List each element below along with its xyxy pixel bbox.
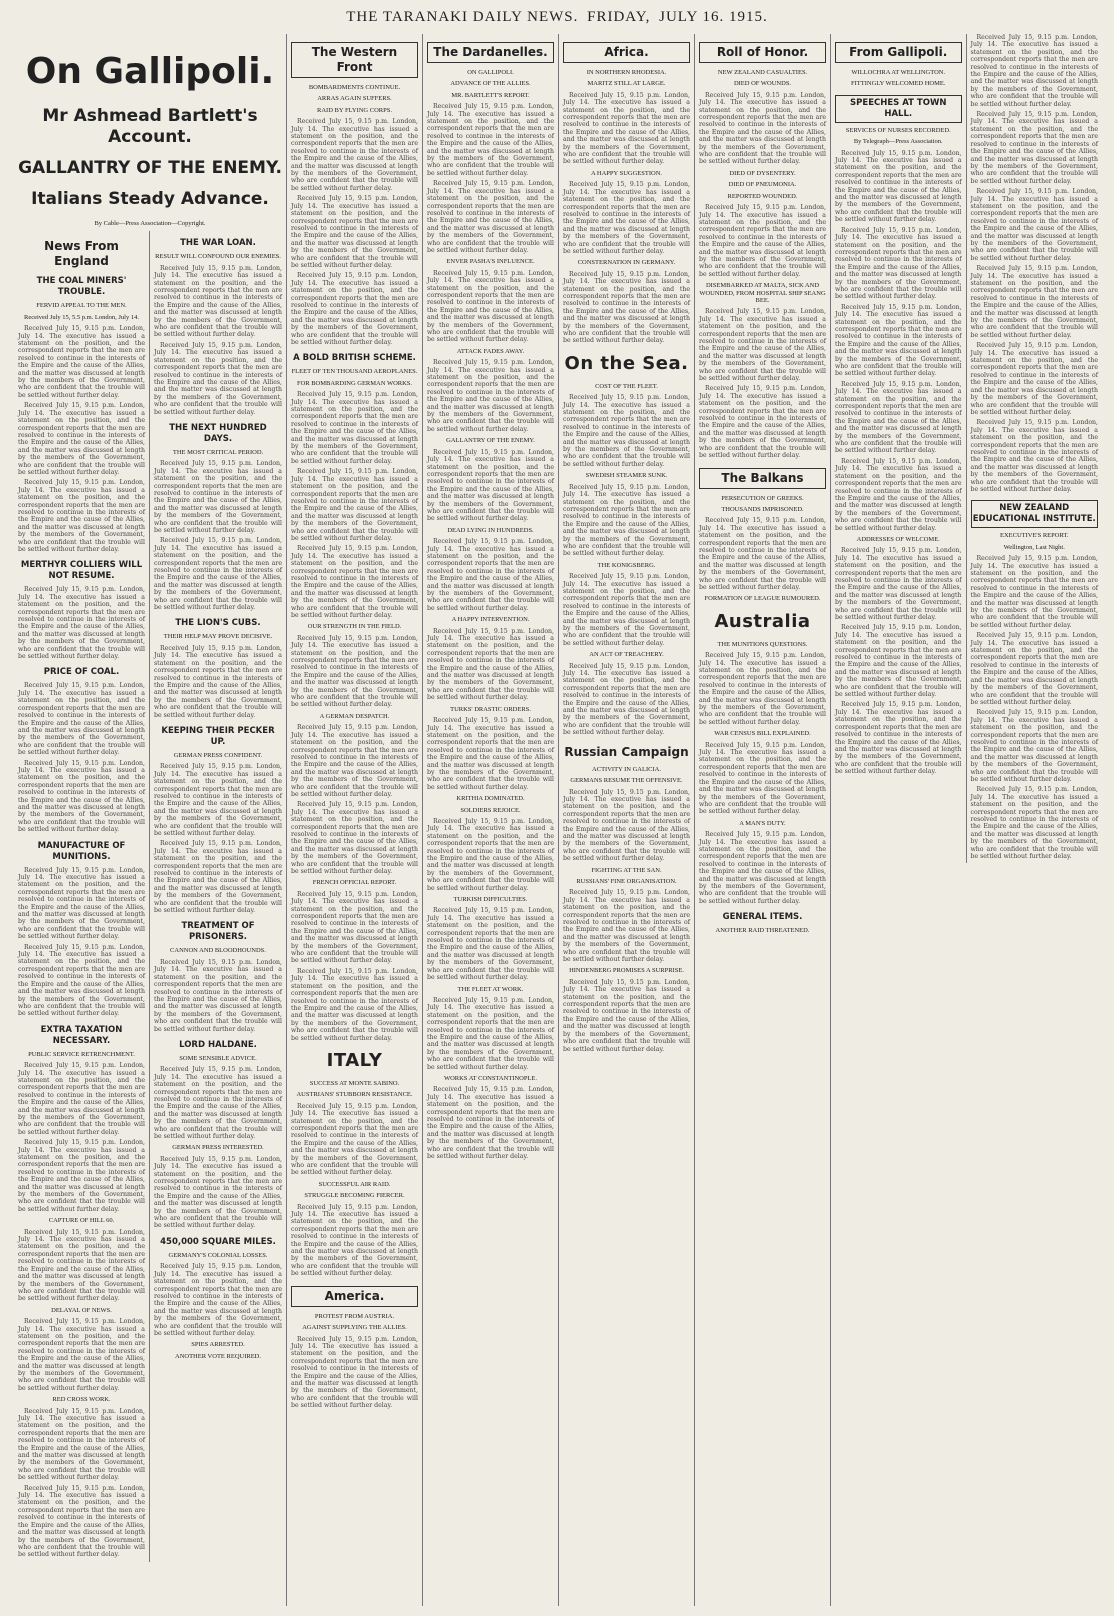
- article-text: Received July 15, 9.15 p.m. London, July 14. The executive has issued a statement on the position, and the correspondent reports that the men are resolved to continue in the interests of the Empire and the cause of the Allies, and the matter was discussed at length by the members of the Government, who are confident that the trouble will be settled without further delay.: [291, 545, 418, 619]
- subhead-galicia: ACTIVITY IN GALICIA.: [592, 765, 661, 773]
- headline-bold-scheme: A BOLD BRITISH SCHEME.: [293, 353, 416, 364]
- subhead-raid: RAID BY FLYING CORPS.: [317, 106, 392, 114]
- columns: [14, 34, 1102, 1606]
- subhead-spies: SPIES ARRESTED.: [191, 1341, 245, 1349]
- subhead-cost-fleet: COST OF THE FLEET.: [595, 382, 658, 390]
- subhead-advance: ADVANCE OF THE ALLIES.: [450, 80, 531, 88]
- subhead-league: FORMATION OF LEAGUE RUMOURED.: [704, 595, 821, 603]
- article-text: Received July 15, 9.15 p.m. London, July 14. The executive has issued a statement on the position, and the correspondent reports that the men are resolved to continue in the interests of the Empire and the cause of the Allies, and the matter was discussed at length by the members of the Government, who are confident that the trouble will be settled without further delay.: [835, 380, 962, 455]
- article-text: Received July 15, 9.15 p.m. London, July 14. The executive has issued a statement on the position, and the correspondent reports that the men are resolved to continue in the interests of the Empire and the cause of the Allies, and the matter was discussed at length by the members of the Government, who are confident that the trouble will be settled without further delay.: [563, 91, 690, 166]
- article-text: Received July 15, 9.15 p.m. London, July 14. The executive has issued a statement on the position, and the correspondent reports that the men are resolved to continue in the interests of the Empire and the cause of the Allies, and the matter was discussed at length by the members of the Government, who are confident that the trouble will be settled without further delay.: [699, 741, 826, 816]
- article-text: Received July 15, 9.15 p.m. London, July 14. The executive has issued a statement on the position, and the correspondent reports that the men are resolved to continue in the interests of the Empire and the cause of the Allies, and the matter was discussed at length by the members of the Government, who are confident that the trouble will be settled without further delay.: [154, 763, 282, 837]
- headline-general: GENERAL ITEMS.: [722, 912, 803, 923]
- article-text: Received July 15, 9.15 p.m. London, July 14. The executive has issued a statement on the position, and the correspondent reports that the men are resolved to continue in the interests of the Empire and the cause of the Allies, and the matter was discussed at length by the members of the Government, who are confident that the trouble will be settled without further delay.: [291, 195, 418, 269]
- subhead-intervention: A HAPPY INTERVENTION.: [451, 616, 530, 624]
- article-text: Received July 15, 9.15 p.m. London, July 14. The executive has issued a statement on the position, and the correspondent reports that the men are resolved to continue in the interests of the Empire and the cause of the Allies, and the matter was discussed at length by the members of the Government, who are confident that the trouble will be settled without further delay.: [970, 342, 1098, 416]
- article-text: Received July 15, 9.15 p.m. London, July 14. The executive has issued a statement on the position, and the correspondent reports that the men are resolved to continue in the interests of the Empire and the cause of the Allies, and the matter was discussed at length by the members of the Government, who are confident that the trouble will be settled without further delay.: [970, 709, 1098, 783]
- article-text: Received July 15, 9.15 p.m. London, July 14. The executive has issued a statement on the position, and the correspondent reports that the men are resolved to continue in the interests of the Empire and the cause of the Allies, and the matter was discussed at length by the members of the Government, who are confident that the trouble will be settled without further delay.: [563, 978, 690, 1053]
- headline-town-hall: SPEECHES AT TOWN HALL.: [835, 95, 962, 123]
- subhead-san: FIGHTING AT THE SAN.: [591, 866, 662, 874]
- article-text: Received July 15, 9.15 p.m. London, July 14. The executive has issued a statement on the position, and the correspondent reports that the men are resolved to continue in the interests of the Empire and the cause of the Allies, and the matter was discussed at length by the members of the Government, who are confident that the trouble will be settled without further delay.: [563, 573, 690, 647]
- subhead-fiercer: STRUGGLE BECOMING FIERCER.: [304, 1192, 405, 1200]
- article-text: Received July 15, 9.15 p.m. London, July 14. The executive has issued a statement on the position, and the correspondent reports that the men are resolved to continue in the interests of the Empire and the cause of the Allies, and the matter was discussed at length by the members of the Government, who are confident that the trouble will be settled without further delay.: [291, 391, 418, 465]
- headline-on-the-sea: On the Sea.: [564, 352, 689, 374]
- subhead-rhodesia: IN NORTHERN RHODESIA.: [586, 69, 667, 76]
- subhead-german-press: GERMAN PRESS CONFIDENT.: [173, 751, 263, 759]
- column-4: [422, 34, 558, 1606]
- article-text: Received July 15, 9.15 p.m. London, July 14. The executive has issued a statement on the position, and the correspondent reports that the men are resolved to continue in the interests of the Empire and the cause of the Allies, and the matter was discussed at length by the members of the Government, who are confident that the trouble will be settled without further delay.: [18, 1139, 145, 1213]
- subhead-arras: ARRAS AGAIN SUFFERS.: [317, 95, 392, 103]
- article-text: Received July 15, 9.15 p.m. London, July 14. The executive has issued a statement on the position, and the correspondent reports that the men are resolved to continue in the interests of the Empire and the cause of the Allies, and the matter was discussed at length by the members of the Government, who are confident that the trouble will be settled without further delay.: [835, 457, 962, 532]
- column-1: [14, 34, 286, 1606]
- article-text: Received July 15, 9.15 p.m. London, July 14. The executive has issued a statement on the position, and the correspondent reports that the men are resolved to continue in the interests of the Empire and the cause of the Allies, and the matter was discussed at length by the members of the Government, who are confident that the trouble will be settled without further delay.: [291, 967, 418, 1042]
- article-text: Received July 15, 9.15 p.m. London, July 14. The executive has issued a statement on the position, and the correspondent reports that the men are resolved to continue in the interests of the Empire and the cause of the Allies, and the matter was discussed at length by the members of the Government, who are confident that the trouble will be settled without further delay.: [970, 786, 1098, 861]
- article-text: Received July 15, 9.15 p.m. London, July 14. The executive has issued a statement on the position, and the correspondent reports that the men are resolved to continue in the interests of the Empire and the cause of the Allies, and the matter was discussed at length by the members of the Government, who are confident that the trouble will be settled without further delay.: [427, 717, 554, 791]
- headline-dardanelles: The Dardanelles.: [427, 42, 554, 63]
- headline-lions-cubs: THE LION'S CUBS.: [175, 618, 261, 629]
- headline-prisoners: TREATMENT OF PRISONERS.: [181, 921, 255, 943]
- subhead-bartlett: MR. BARTLETT'S REPORT.: [451, 91, 530, 99]
- headline-italians: Italians Steady Advance.: [31, 189, 269, 209]
- subhead-willochra: WILLOCHRA AT WELLINGTON.: [851, 69, 946, 76]
- subhead-raid-threatened: ANOTHER RAID THREATENED.: [715, 927, 810, 935]
- headline-america: America.: [291, 1286, 418, 1307]
- article-text: Received July 15, 9.15 p.m. London, July 14. The executive has issued a statement on the position, and the correspondent reports that the men are resolved to continue in the interests of the Empire and the cause of the Allies, and the matter was discussed at length by the members of the Government, who are confident that the trouble will be settled without further delay.: [563, 889, 690, 964]
- subhead-protest: PROTEST FROM AUSTRIA.: [314, 1312, 395, 1320]
- headline-on-gallipoli: On Gallipoli.: [25, 51, 275, 92]
- subhead-imprisoned: THOUSANDS IMPRISONED.: [721, 505, 804, 513]
- subhead-rejoice: SOLDIERS REJOICE.: [460, 806, 521, 814]
- subhead-german-despatch: A GERMAN DESPATCH.: [319, 712, 390, 720]
- headline-institute: NEW ZEALAND EDUCATIONAL INSTITUTE.: [971, 500, 1099, 528]
- subhead-critical: THE MOST CRITICAL PERIOD.: [172, 448, 264, 456]
- column-6: [694, 34, 830, 1606]
- article-text: Received July 15, 9.15 p.m. London, July 14. The executive has issued a statement on the position, and the correspondent reports that the men are resolved to continue in the interests of the Empire and the cause of the Allies, and the matter was discussed at length by the members of the Government, who are confident that the trouble will be settled without further delay.: [154, 840, 282, 915]
- headline-price-coal: PRICE OF COAL.: [43, 667, 120, 678]
- subhead-greeks: PERSECUTION OF GREEKS.: [721, 494, 804, 502]
- subhead-gallantry: GALLANTRY OF THE ENEMY.: [446, 437, 535, 445]
- subhead-hill-60: CAPTURE OF HILL 60.: [48, 1217, 115, 1225]
- headline-from-gallipoli: From Gallipoli.: [835, 42, 962, 63]
- dateline-wellington: Wellington, Last Night.: [1003, 543, 1065, 551]
- headline-coal-miners: THE COAL MINERS' TROUBLE.: [36, 276, 127, 298]
- article-text: Received July 15, 9.15 p.m. London, July 14. The executive has issued a statement on the position, and the correspondent reports that the men are resolved to continue in the interests of the Empire and the cause of the Allies, and the matter was discussed at length by the members of the Government, who are confident that the trouble will be settled without further delay.: [970, 265, 1098, 339]
- headline-news-england: News From England: [44, 239, 119, 269]
- subhead-swedish: SWEDISH STEAMER SUNK.: [585, 472, 668, 480]
- subhead-supplying: AGAINST SUPPLYING THE ALLIES.: [302, 1324, 407, 1332]
- article-text: Received July 15, 9.15 p.m. London, July 14. The executive has issued a statement on the position, and the correspondent reports that the men are resolved to continue in the interests of the Empire and the cause of the Allies, and the matter was discussed at length by the members of the Government, who are confident that the trouble will be settled without further delay.: [699, 91, 826, 166]
- article-text: Received July 15, 9.15 p.m. London, July 14. The executive has issued a statement on the position, and the correspondent reports that the men are resolved to continue in the interests of the Empire and the cause of the Allies, and the matter was discussed at length by the members of the Government, who are confident that the trouble will be settled without further delay.: [427, 448, 554, 523]
- subhead-on-gallipoli: ON GALLIPOLI.: [467, 69, 514, 76]
- article-text: Received July 15, 9.15 p.m. London, July 14. The executive has issued a statement on the position, and the correspondent reports that the men are resolved to continue in the interests of the Empire and the cause of the Allies, and the matter was discussed at length by the members of the Government, who are confident that the trouble will be settled without further delay.: [427, 538, 554, 612]
- article-text: Received July 15, 9.15 p.m. London, July 14. The executive has issued a statement on the position, and the correspondent reports that the men are resolved to continue in the interests of the Empire and the cause of the Allies, and the matter was discussed at length by the members of the Government, who are confident that the trouble will be settled without further delay.: [291, 1203, 418, 1278]
- subhead-constantinople: WORKS AT CONSTANTINOPLE.: [443, 1074, 538, 1082]
- article-text: Received July 15, 9.15 p.m. London, July 14. The executive has issued a statement on the position, and the correspondent reports that the men are resolved to continue in the interests of the Empire and the cause of the Allies, and the matter was discussed at length by the members of the Government, who are confident that the trouble will be settled without further delay.: [291, 1335, 418, 1410]
- article-text: Received July 15, 9.15 p.m. London, July 14. The executive has issued a statement on the position, and the correspondent reports that the men are resolved to continue in the interests of the Empire and the cause of the Allies, and the matter was discussed at length by the members of the Government, who are confident that the trouble will be settled without further delay.: [970, 111, 1098, 185]
- article-text: Received July 15, 9.15 p.m. London, July 14. The executive has issued a statement on the position, and the correspondent reports that the men are resolved to continue in the interests of the Empire and the cause of the Allies, and the matter was discussed at length by the members of the Government, who are confident that the trouble will be settled without further delay.: [427, 1086, 554, 1161]
- subhead-strength: OUR STRENGTH IN THE FIELD.: [307, 623, 402, 631]
- article-text: Received July 15, 9.15 p.m. London, July 14. The executive has issued a statement on the position, and the correspondent reports that the men are resolved to continue in the interests of the Empire and the cause of the Allies, and the matter was discussed at length by the members of the Government, who are confident that the trouble will be settled without further delay.: [427, 817, 554, 892]
- subhead-press-interested: GERMAN PRESS INTERESTED.: [172, 1144, 264, 1152]
- byline-telegraph: By Telegraph—Press Association.: [853, 138, 943, 146]
- subhead-enver: ENVER PASHA'S INFLUENCE.: [446, 258, 535, 266]
- column-7: [830, 34, 1102, 1606]
- article-text: Received July 15, 9.15 p.m. London, July 14. The executive has issued a statement on the position, and the correspondent reports that the men are resolved to continue in the interests of the Empire and the cause of the Allies, and the matter was discussed at length by the members of the Government, who are confident that the trouble will be settled without further delay.: [18, 1407, 145, 1482]
- subhead-red-cross: RED CROSS WORK.: [52, 1396, 111, 1404]
- subhead-suggestion: A HAPPY SUGGESTION.: [590, 169, 663, 177]
- subhead-organisation: RUSSIANS' FINE ORGANISATION.: [576, 877, 677, 885]
- subhead-konigsberg: THE KONIGSBERG.: [597, 561, 656, 569]
- subhead-malta: DISEMBARKED AT MALTA, SICK AND WOUNDED, FROM HOSPITAL SHIP SEANG BEE.: [699, 282, 826, 304]
- subhead-bombarding: FOR BOMBARDING GERMAN WORKS.: [296, 379, 413, 387]
- subhead-wounded: REPORTED WOUNDED.: [727, 192, 798, 200]
- article-text: Received July 15, 9.15 p.m. London, July 14. The executive has issued a statement on the position, and the correspondent reports that the men are resolved to continue in the interests of the Empire and the cause of the Allies, and the matter was discussed at length by the members of the Government, who are confident that the trouble will be settled without further delay.: [970, 188, 1098, 262]
- subhead-germans-resume: GERMANS RESUME THE OFFENSIVE.: [570, 777, 683, 785]
- headline-extra-taxation: EXTRA TAXATION NECESSARY.: [40, 1024, 123, 1046]
- article-text: Received July 15, 9.15 p.m. London, July 14. The executive has issued a statement on the position, and the correspondent reports that the men are resolved to continue in the interests of the Empire and the cause of the Allies, and the matter was discussed at length by the members of the Government, who are confident that the trouble will be settled without further delay.: [699, 831, 826, 905]
- article-text: Received July 15, 9.15 p.m. London, July 14. The executive has issued a statement on the position, and the correspondent reports that the men are resolved to continue in the interests of the Empire and the cause of the Allies, and the matter was discussed at length by the members of the Government, who are confident that the trouble will be settled without further delay.: [699, 385, 826, 460]
- subhead-attack-fades: ATTACK FADES AWAY.: [456, 347, 525, 355]
- article-text: Received July 15, 9.15 p.m. London, July 14. The executive has issued a statement on the position, and the correspondent reports that the men are resolved to continue in the interests of the Empire and the cause of the Allies, and the matter was discussed at length by the members of the Government, who are confident that the trouble will be settled without further delay.: [699, 652, 826, 726]
- article-text: Received July 15, 9.15 p.m. London, July 14. The executive has issued a statement on the position, and the correspondent reports that the men are resolved to continue in the interests of the Empire and the cause of the Allies, and the matter was discussed at length by the members of the Government, who are confident that the trouble will be settled without further delay.: [835, 547, 962, 621]
- subhead-bombardments: BOMBARDMENTS CONTINUE.: [308, 84, 401, 91]
- subhead-munitions-q: THE MUNITIONS QUESTIONS.: [717, 640, 808, 648]
- headline-square-miles: 450,000 SQUARE MILES.: [160, 1236, 276, 1247]
- article-text: Received July 15, 9.15 p.m. London, July 14. The executive has issued a statement on the position, and the correspondent reports that the men are resolved to continue in the interests of the Empire and the cause of the Allies, and the matter was discussed at length by the members of the Government, who are confident that the trouble will be settled without further delay.: [427, 996, 554, 1071]
- article-text: Received July 15, 9.15 p.m. London, July 14. The executive has issued a statement on the position, and the correspondent reports that the men are resolved to continue in the interests of the Empire and the cause of the Allies, and the matter was discussed at length by the members of the Government, who are confident that the trouble will be settled without further delay.: [291, 724, 418, 798]
- article-text: Received July 15, 9.15 p.m. London, July 14. The executive has issued a statement on the position, and the correspondent reports that the men are resolved to continue in the interests of the Empire and the cause of the Allies, and the matter was discussed at length by the members of the Government, who are confident that the trouble will be settled without further delay.: [699, 204, 826, 278]
- subhead-drastic: TURKS' DRASTIC ORDERS.: [450, 705, 531, 713]
- headline-africa: Africa.: [563, 42, 690, 63]
- article-text: Received July 15, 9.15 p.m. London, July 14. The executive has issued a statement on the position, and the correspondent reports that the men are resolved to continue in the interests of the Empire and the cause of the Allies, and the matter was discussed at length by the members of the Government, who are confident that the trouble will be settled without further delay.: [291, 890, 418, 965]
- subhead-austrians: AUSTRIANS' STUBBORN RESISTANCE.: [296, 1091, 413, 1099]
- article-text: Received July 15, 9.15 p.m. London, July 14. The executive has issued a statement on the position, and the correspondent reports that the men are resolved to continue in the interests of the Empire and the cause of the Allies, and the matter was discussed at length by the members of the Government, who are confident that the trouble will be settled without further delay.: [970, 632, 1098, 706]
- article-text: Received July 15, 9.15 p.m. London, July 14. The executive has issued a statement on the position, and the correspondent reports that the men are resolved to continue in the interests of the Empire and the cause of the Allies, and the matter was discussed at length by the members of the Government, who are confident that the trouble will be settled without further delay.: [427, 103, 554, 177]
- article-text: Received July 15, 9.15 p.m. London, July 14. The executive has issued a statement on the position, and the correspondent reports that the men are resolved to continue in the interests of the Empire and the cause of the Allies, and the matter was discussed at length by the members of the Government, who are confident that the trouble will be settled without further delay.: [699, 308, 826, 383]
- headline-bartlett: Mr Ashmead Bartlett's Account.: [42, 106, 258, 147]
- subhead-welcomed: FITTINGLY WELCOMED HOME.: [851, 80, 946, 88]
- article-text: Received July 15, 9.15 p.m. London, July 14. The executive has issued a statement on the position, and the correspondent reports that the men are resolved to continue in the interests of the Empire and the cause of the Allies, and the matter was discussed at length by the members of the Government, who are confident that the trouble will be settled without further delay.: [835, 624, 962, 699]
- headline-roll-honor: Roll of Honor.: [699, 42, 826, 63]
- byline: By Cable—Press Association—Copyright.: [94, 220, 206, 227]
- article-text: Received July 15, 9.15 p.m. London, July 14. The executive has issued a statement on the position, and the correspondent reports that the men are resolved to continue in the interests of the Empire and the cause of the Allies, and the matter was discussed at length by the members of the Government, who are confident that the trouble will be settled without further delay.: [154, 1066, 282, 1140]
- article-text: Received July 15, 9.15 p.m. London, July 14. The executive has issued a statement on the position, and the correspondent reports that the men are resolved to continue in the interests of the Empire and the cause of the Allies, and the matter was discussed at length by the members of the Government, who are confident that the trouble will be settled without further delay.: [563, 662, 690, 737]
- headline-australia: Australia: [714, 610, 811, 632]
- headline-war-loan: THE WAR LOAN.: [180, 238, 256, 249]
- article-text: Received July 15, 9.15 p.m. London, July 14. The executive has issued a statement on the position, and the correspondent reports that the men are resolved to continue in the interests of the Empire and the cause of the Allies, and the matter was discussed at length by the members of the Government, who are confident that the trouble will be settled without further delay.: [699, 517, 826, 591]
- subhead-retrenchment: PUBLIC SERVICE RETRENCHMENT.: [28, 1050, 135, 1058]
- headline-haldane: LORD HALDANE.: [179, 1039, 257, 1050]
- dateline: Received July 15, 5.5 p.m. London, July 14.: [23, 313, 139, 321]
- article-text: Received July 15, 9.15 p.m. London, July 14. The executive has issued a statement on the position, and the correspondent reports that the men are resolved to continue in the interests of the Empire and the cause of the Allies, and the matter was discussed at length by the members of the Government, who are confident that the trouble will be settled without further delay.: [970, 34, 1098, 108]
- subhead-vote: ANOTHER VOTE REQUIRED.: [175, 1352, 261, 1360]
- article-text: Received July 15, 9.15 p.m. London, July 14. The executive has issued a statement on the position, and the correspondent reports that the men are resolved to continue in the interests of the Empire and the cause of the Allies, and the matter was discussed at length by the members of the Government, who are confident that the trouble will be settled without further delay.: [835, 149, 962, 224]
- article-text: Received July 15, 9.15 p.m. London, July 14. The executive has issued a statement on the position, and the correspondent reports that the men are resolved to continue in the interests of the Empire and the cause of the Allies, and the matter was discussed at length by the members of the Government, who are confident that the trouble will be settled without further delay.: [835, 303, 962, 378]
- article-text: Received July 15, 9.15 p.m. London, July 14. The executive has issued a statement on the position, and the correspondent reports that the men are resolved to continue in the interests of the Empire and the cause of the Allies, and the matter was discussed at length by the members of the Government, who are confident that the trouble will be settled without further delay.: [427, 627, 554, 702]
- article-text: Received July 15, 9.15 p.m. London, July 14. The executive has issued a statement on the position, and the correspondent reports that the men are resolved to continue in the interests of the Empire and the cause of the Allies, and the matter was discussed at length by the members of the Government, who are confident that the trouble will be settled without further delay.: [291, 634, 418, 709]
- article-text: Received July 15, 9.15 p.m. London, July 14. The executive has issued a statement on the position, and the correspondent reports that the men are resolved to continue in the interests of the Empire and the cause of the Allies, and the matter was discussed at length by the members of the Government, who are confident that the trouble will be settled without further delay.: [154, 341, 282, 416]
- article-text: Received July 15, 9.15 p.m. London, July 14. The executive has issued a statement on the position, and the correspondent reports that the men are resolved to continue in the interests of the Empire and the cause of the Allies, and the matter was discussed at length by the members of the Government, who are confident that the trouble will be settled without further delay.: [563, 788, 690, 863]
- subhead-casualties: NEW ZEALAND CASUALTIES.: [717, 69, 808, 76]
- article-text: Received July 15, 9.15 p.m. London, July 14. The executive has issued a statement on the position, and the correspondent reports that the men are resolved to continue in the interests of the Empire and the cause of the Allies, and the matter was discussed at length by the members of the Government, who are confident that the trouble will be settled without further delay.: [18, 866, 145, 941]
- article-text: Received July 15, 9.15 p.m. London, July 14. The executive has issued a statement on the position, and the correspondent reports that the men are resolved to continue in the interests of the Empire and the cause of the Allies, and the matter was discussed at length by the members of the Government, who are confident that the trouble will be settled without further delay.: [563, 270, 690, 345]
- issue-day: FRIDAY,: [587, 9, 651, 25]
- article-text: Received July 15, 9.15 p.m. London, July 14. The executive has issued a statement on the position, and the correspondent reports that the men are resolved to continue in the interests of the Empire and the cause of the Allies, and the matter was discussed at length by the members of the Government, who are confident that the trouble will be settled without further delay.: [563, 394, 690, 468]
- article-text: Received July 15, 9.15 p.m. London, July 14. The executive has issued a statement on the position, and the correspondent reports that the men are resolved to continue in the interests of the Empire and the cause of the Allies, and the matter was discussed at length by the members of the Government, who are confident that the trouble will be settled without further delay.: [18, 1318, 145, 1392]
- headline-russian: Russian Campaign: [564, 744, 689, 759]
- subhead-decisive: THEIR HELP MAY PROVE DECISIVE.: [163, 633, 273, 641]
- subhead-krithia: KRITHIA DOMINATED.: [456, 795, 525, 803]
- subhead-nurses: SERVICES OF NURSES RECORDED.: [845, 126, 951, 134]
- article-text: Received July 15, 9.15 p.m. London, July 14. The executive has issued a statement on the position, and the correspondent reports that the men are resolved to continue in the interests of the Empire and the cause of the Allies, and the matter was discussed at length by the members of the Government, who are confident that the trouble will be settled without further delay.: [18, 325, 145, 399]
- article-text: Received July 15, 9.15 p.m. London, July 14. The executive has issued a statement on the position, and the correspondent reports that the men are resolved to continue in the interests of the Empire and the cause of the Allies, and the matter was discussed at length by the members of the Government, who are confident that the trouble will be settled without further delay.: [154, 1263, 282, 1337]
- article-text: Received July 15, 9.15 p.m. London, July 14. The executive has issued a statement on the position, and the correspondent reports that the men are resolved to continue in the interests of the Empire and the cause of the Allies, and the matter was discussed at length by the members of the Government, who are confident that the trouble will be settled without further delay.: [563, 181, 690, 255]
- article-text: Received July 15, 9.15 p.m. London, July 14. The executive has issued a statement on the position, and the correspondent reports that the men are resolved to continue in the interests of the Empire and the cause of the Allies, and the matter was discussed at length by the members of the Government, who are confident that the trouble will be settled without further delay.: [427, 359, 554, 433]
- subhead-hindenberg: HINDENBERG PROMISES A SURPRISE.: [569, 967, 684, 975]
- subhead-bloodhounds: CANNON AND BLOODHOUNDS.: [170, 947, 266, 955]
- column-3: [286, 34, 422, 1606]
- article-text: Received July 15, 9.15 p.m. London, July 14. The executive has issued a statement on the position, and the correspondent reports that the men are resolved to continue in the interests of the Empire and the cause of the Allies, and the matter was discussed at length by the members of the Government, who are confident that the trouble will be settled without further delay.: [970, 419, 1098, 493]
- subhead-fleet-work: THE FLEET AT WORK.: [457, 985, 524, 993]
- article-text: Received July 15, 9.15 p.m. London, July 14. The executive has issued a statement on the position, and the correspondent reports that the men are resolved to continue in the interests of the Empire and the cause of the Allies, and the matter was discussed at length by the members of the Government, who are confident that the trouble will be settled without further delay.: [563, 483, 690, 558]
- subhead-air-raid: SUCCESSFUL AIR RAID.: [318, 1180, 391, 1188]
- subhead-pneumonia: DIED OF PNEUMONIA.: [728, 181, 797, 189]
- article-text: Received July 15, 9.15 p.m. London, July 14. The executive has issued a statement on the position, and the correspondent reports that the men are resolved to continue in the interests of the Empire and the cause of the Allies, and the matter was discussed at length by the members of the Government, who are confident that the trouble will be settled without further delay.: [154, 958, 282, 1033]
- issue-date: JULY 16. 1915.: [659, 9, 768, 25]
- article-text: Received July 15, 9.15 p.m. London, July 14. The executive has issued a statement on the position, and the correspondent reports that the men are resolved to continue in the interests of the Empire and the cause of the Allies, and the matter was discussed at length by the members of the Government, who are confident that the trouble will be settled without further delay.: [18, 682, 145, 757]
- subhead-confound: RESULT WILL CONFOUND OUR ENEMIES.: [155, 253, 281, 261]
- article-text: Received July 15, 9.15 p.m. London, July 14. The executive has issued a statement on the position, and the correspondent reports that the men are resolved to continue in the interests of the Empire and the cause of the Allies, and the matter was discussed at length by the members of the Government, who are confident that the trouble will be settled without further delay.: [970, 555, 1098, 629]
- article-text: Received July 15, 9.15 p.m. London, July 14. The executive has issued a statement on the position, and the correspondent reports that the men are resolved to continue in the interests of the Empire and the cause of the Allies, and the matter was discussed at length by the members of the Government, who are confident that the trouble will be settled without further delay.: [18, 759, 145, 834]
- subhead-fervid-appeal: FERVID APPEAL TO THE MEN.: [36, 302, 127, 310]
- headline-munitions: MANUFACTURE OF MUNITIONS.: [37, 840, 126, 862]
- article-text: Received July 15, 9.15 p.m. London, July 14. The executive has issued a statement on the position, and the correspondent reports that the men are resolved to continue in the interests of the Empire and the cause of the Allies, and the matter was discussed at length by the members of the Government, who are confident that the trouble will be settled without further delay.: [291, 801, 418, 875]
- headline-gallantry: GALLANTRY OF THE ENEMY.: [18, 158, 282, 178]
- article-text: Received July 15, 9.15 p.m. London, July 14. The executive has issued a statement on the position, and the correspondent reports that the men are resolved to continue in the interests of the Empire and the cause of the Allies, and the matter was discussed at length by the members of the Government, who are confident that the trouble will be settled without further delay.: [291, 1102, 418, 1177]
- article-text: Received July 15, 9.15 p.m. London, July 14. The executive has issued a statement on the position, and the correspondent reports that the men are resolved to continue in the interests of the Empire and the cause of the Allies, and the matter was discussed at length by the members of the Government, who are confident that the trouble will be settled without further delay.: [18, 586, 145, 661]
- subhead-colonial-losses: GERMANY'S COLONIAL LOSSES.: [168, 1251, 268, 1259]
- subhead-turkish: TURKISH DIFFICULTIES.: [453, 896, 528, 904]
- article-text: Received July 15, 9.15 p.m. London, July 14. The executive has issued a statement on the position, and the correspondent reports that the men are resolved to continue in the interests of the Empire and the cause of the Allies, and the matter was discussed at length by the members of the Government, who are confident that the trouble will be settled without further delay.: [427, 907, 554, 982]
- column-5: [558, 34, 694, 1606]
- subhead-delayal: DELAYAL OF NEWS.: [51, 1306, 112, 1314]
- article-text: Received July 15, 9.15 p.m. London, July 14. The executive has issued a statement on the position, and the correspondent reports that the men are resolved to continue in the interests of the Empire and the cause of the Allies, and the matter was discussed at length by the members of the Government, who are confident that the trouble will be settled without further delay.: [291, 468, 418, 542]
- article-text: Received July 15, 9.15 p.m. London, July 14. The executive has issued a statement on the position, and the correspondent reports that the men are resolved to continue in the interests of the Empire and the cause of the Allies, and the matter was discussed at length by the members of the Government, who are confident that the trouble will be settled without further delay.: [427, 269, 554, 344]
- subhead-fleet-aeroplanes: FLEET OF TEN THOUSAND AEROPLANES.: [291, 368, 418, 376]
- headline-pecker-up: KEEPING THEIR PECKER UP.: [161, 725, 275, 747]
- subhead-dysentery: DIED OF DYSENTERY.: [729, 169, 796, 177]
- article-text: Received July 15, 9.15 p.m. London, July 14. The executive has issued a statement on the position, and the correspondent reports that the men are resolved to continue in the interests of the Empire and the cause of the Allies, and the matter was discussed at length by the members of the Government, who are confident that the trouble will be settled without further delay.: [18, 1228, 145, 1303]
- subhead-died-wounds: DIED OF WOUNDS.: [733, 80, 792, 88]
- subhead-sensible: SOME SENSIBLE ADVICE.: [179, 1054, 257, 1062]
- article-text: Received July 15, 9.15 p.m. London, July 14. The executive has issued a statement on the position, and the correspondent reports that the men are resolved to continue in the interests of the Empire and the cause of the Allies, and the matter was discussed at length by the members of the Government, who are confident that the trouble will be settled without further delay.: [835, 701, 962, 776]
- headline-italy: ITALY: [326, 1049, 383, 1071]
- headline-western-front: The Western Front: [291, 42, 418, 78]
- masthead: [0, 0, 1114, 34]
- headline-hundred-days: THE NEXT HUNDRED DAYS.: [169, 422, 267, 444]
- subhead-consternation: CONSTERNATION IN GERMANY.: [577, 259, 676, 267]
- subhead-french-report: FRENCH OFFICIAL REPORT.: [312, 879, 397, 887]
- subhead-mans-duty: A MAN'S DUTY.: [739, 819, 786, 827]
- article-text: Received July 15, 9.15 p.m. London, July 14. The executive has issued a statement on the position, and the correspondent reports that the men are resolved to continue in the interests of the Empire and the cause of the Allies, and the matter was discussed at length by the members of the Government, who are confident that the trouble will be settled without further delay.: [18, 1484, 145, 1559]
- article-text: Received July 15, 9.15 p.m. London, July 14. The executive has issued a statement on the position, and the correspondent reports that the men are resolved to continue in the interests of the Empire and the cause of the Allies, and the matter was discussed at length by the members of the Government, who are confident that the trouble will be settled without further delay.: [18, 479, 145, 553]
- article-text: Received July 15, 9.15 p.m. London, July 14. The executive has issued a statement on the position, and the correspondent reports that the men are resolved to continue in the interests of the Empire and the cause of the Allies, and the matter was discussed at length by the members of the Government, who are confident that the trouble will be settled without further delay.: [154, 460, 282, 534]
- article-text: Received July 15, 9.15 p.m. London, July 14. The executive has issued a statement on the position, and the correspondent reports that the men are resolved to continue in the interests of the Empire and the cause of the Allies, and the matter was discussed at length by the members of the Government, who are confident that the trouble will be settled without further delay.: [154, 1155, 282, 1230]
- article-text: Received July 15, 9.15 p.m. London, July 14. The executive has issued a statement on the position, and the correspondent reports that the men are resolved to continue in the interests of the Empire and the cause of the Allies, and the matter was discussed at length by the members of the Government, who are confident that the trouble will be settled without further delay.: [154, 264, 282, 339]
- article-text: Received July 15, 9.15 p.m. London, July 14. The executive has issued a statement on the position, and the correspondent reports that the men are resolved to continue in the interests of the Empire and the cause of the Allies, and the matter was discussed at length by the members of the Government, who are confident that the trouble will be settled without further delay.: [154, 644, 282, 719]
- subhead-treachery: AN ACT OF TREACHERY.: [589, 651, 664, 659]
- article-text: Received July 15, 9.15 p.m. London, July 14. The executive has issued a statement on the position, and the correspondent reports that the men are resolved to continue in the interests of the Empire and the cause of the Allies, and the matter was discussed at length by the members of the Government, who are confident that the trouble will be settled without further delay.: [18, 402, 145, 476]
- subhead-census: WAR CENSUS BILL EXPLAINED.: [714, 730, 811, 738]
- subhead-monte-sabino: SUCCESS AT MONTE SABINO.: [309, 1079, 400, 1087]
- paper-name: THE TARANAKI DAILY NEWS.: [346, 9, 579, 25]
- subhead-dead: DEAD LYING IN HUNDREDS.: [447, 526, 534, 534]
- headline-balkans: The Balkans: [699, 468, 826, 489]
- article-text: Received July 15, 9.15 p.m. London, July 14. The executive has issued a statement on the position, and the correspondent reports that the men are resolved to continue in the interests of the Empire and the cause of the Allies, and the matter was discussed at length by the members of the Government, who are confident that the trouble will be settled without further delay.: [18, 943, 145, 1018]
- subhead-executive: EXECUTIVE'S REPORT.: [999, 532, 1069, 540]
- article-text: Received July 15, 9.15 p.m. London, July 14. The executive has issued a statement on the position, and the correspondent reports that the men are resolved to continue in the interests of the Empire and the cause of the Allies, and the matter was discussed at length by the members of the Government, who are confident that the trouble will be settled without further delay.: [18, 1062, 145, 1136]
- article-text: Received July 15, 9.15 p.m. London, July 14. The executive has issued a statement on the position, and the correspondent reports that the men are resolved to continue in the interests of the Empire and the cause of the Allies, and the matter was discussed at length by the members of the Government, who are confident that the trouble will be settled without further delay.: [835, 226, 962, 301]
- subhead-maritz: MARITZ STILL AT LARGE.: [587, 80, 666, 88]
- subhead-addresses: ADDRESSES OF WELCOME.: [856, 535, 940, 543]
- article-text: Received July 15, 9.15 p.m. London, July 14. The executive has issued a statement on the position, and the correspondent reports that the men are resolved to continue in the interests of the Empire and the cause of the Allies, and the matter was discussed at length by the members of the Government, who are confident that the trouble will be settled without further delay.: [291, 118, 418, 192]
- headline-merthyr: MERTHYR COLLIERS WILL NOT RESUME.: [20, 560, 143, 582]
- article-text: Received July 15, 9.15 p.m. London, July 14. The executive has issued a statement on the position, and the correspondent reports that the men are resolved to continue in the interests of the Empire and the cause of the Allies, and the matter was discussed at length by the members of the Government, who are confident that the trouble will be settled without further delay.: [291, 272, 418, 346]
- article-text: Received July 15, 9.15 p.m. London, July 14. The executive has issued a statement on the position, and the correspondent reports that the men are resolved to continue in the interests of the Empire and the cause of the Allies, and the matter was discussed at length by the members of the Government, who are confident that the trouble will be settled without further delay.: [154, 537, 282, 612]
- article-text: Received July 15, 9.15 p.m. London, July 14. The executive has issued a statement on the position, and the correspondent reports that the men are resolved to continue in the interests of the Empire and the cause of the Allies, and the matter was discussed at length by the members of the Government, who are confident that the trouble will be settled without further delay.: [427, 180, 554, 254]
